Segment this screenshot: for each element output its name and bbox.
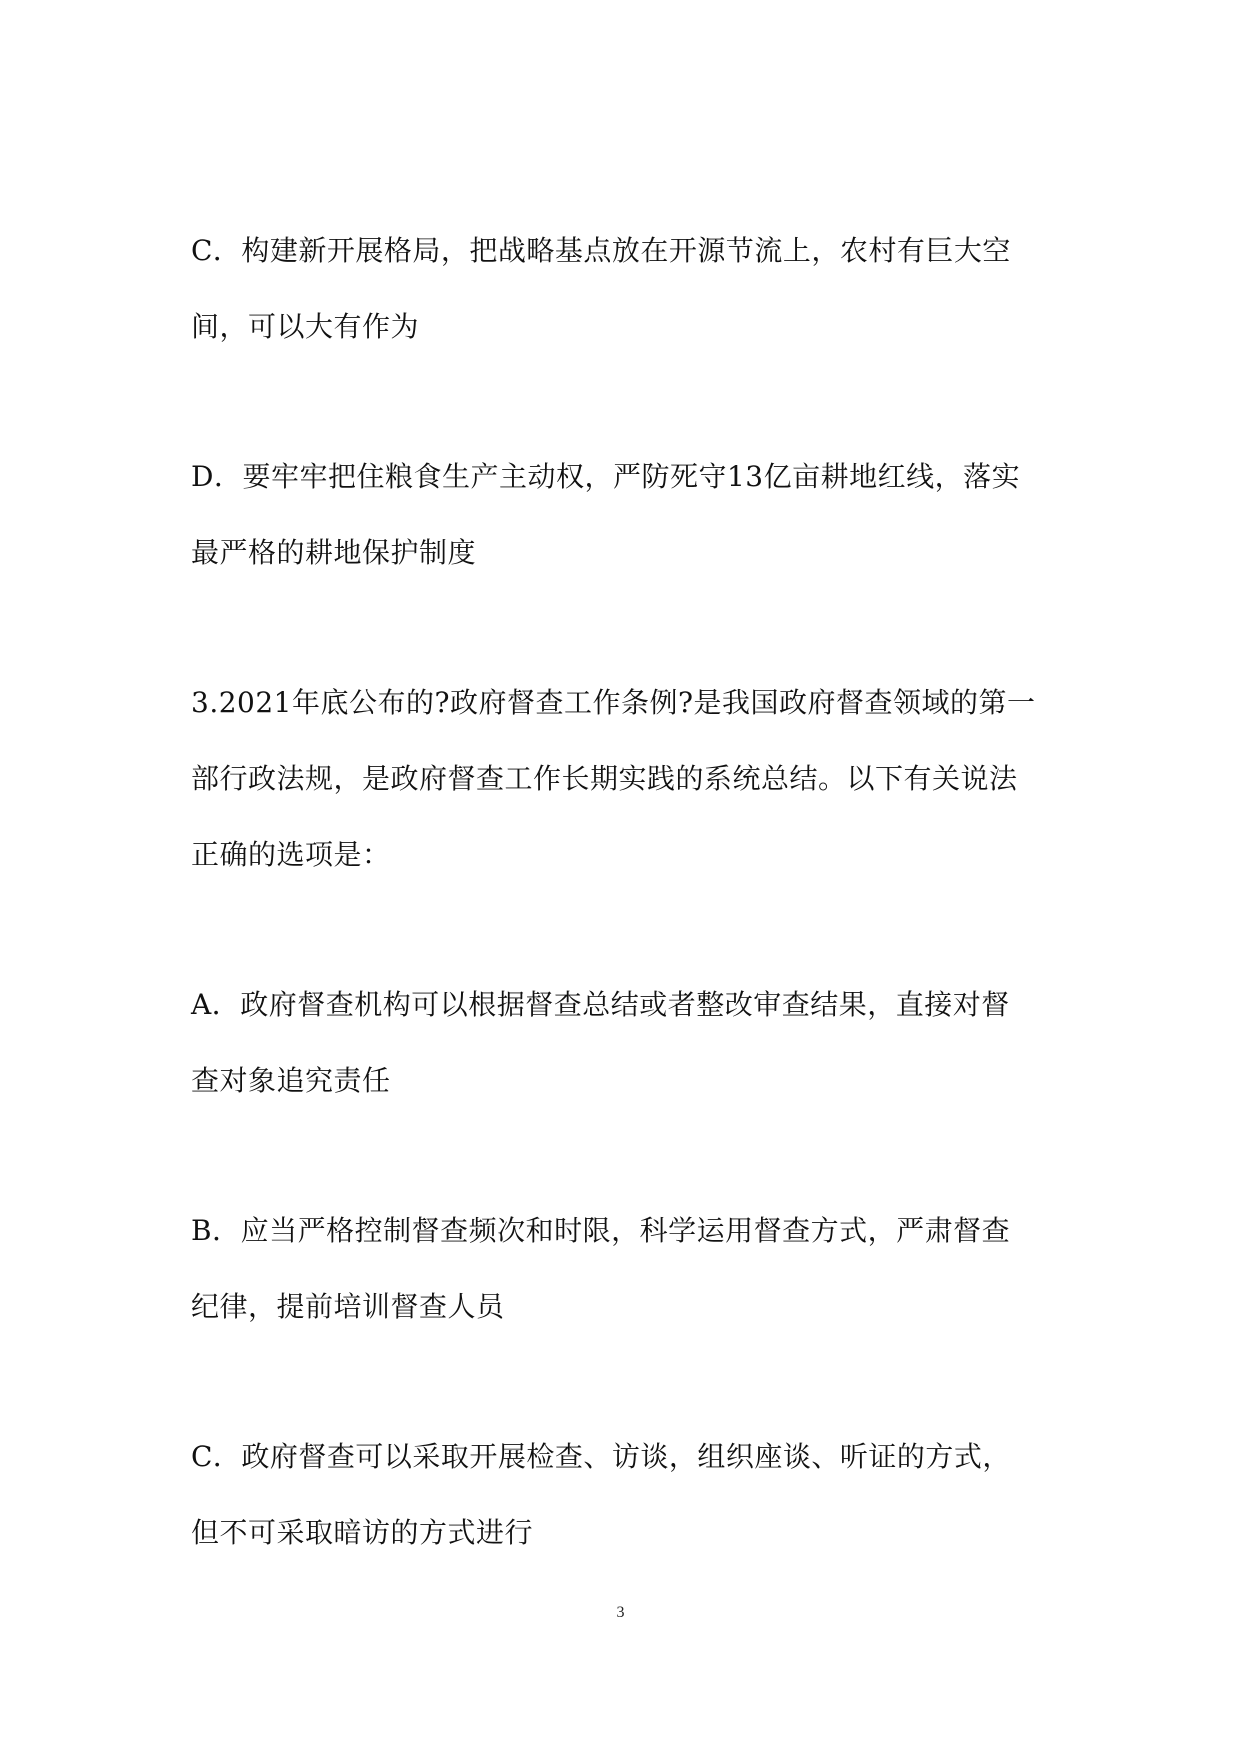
text-line: B．应当严格控制督查频次和时限，科学运用督查方式，严肃督查 xyxy=(191,1214,1011,1247)
text-line: 纪律，提前培训督查人员 xyxy=(191,1290,505,1323)
text-line: D．要牢牢把住粮食生产主动权，严防死守13亿亩耕地红线，落实 xyxy=(191,460,1021,493)
text-line: C．政府督查可以采取开展检查、访谈，组织座谈、听证的方式， xyxy=(191,1440,1011,1473)
text-line: 间，可以大有作为 xyxy=(191,310,420,343)
text-line: 查对象追究责任 xyxy=(191,1064,391,1097)
text-line: C．构建新开展格局，把战略基点放在开源节流上，农村有巨大空 xyxy=(191,234,1011,267)
option-c-paragraph xyxy=(191,213,1041,365)
page-number: 3 xyxy=(616,1604,625,1621)
text-line: 但不可采取暗访的方式进行 xyxy=(191,1516,534,1549)
question-3-option-a xyxy=(191,967,1041,1119)
option-d-paragraph xyxy=(191,439,1041,591)
text-line: 部行政法规，是政府督查工作长期实践的系统总结。以下有关说法 xyxy=(191,762,1018,795)
text-line: 正确的选项是： xyxy=(191,838,391,871)
question-3-option-b xyxy=(191,1193,1041,1345)
question-3-option-c xyxy=(191,1419,1041,1571)
text-line: 3.2021年底公布的?政府督查工作条例?是我国政府督查领域的第一 xyxy=(191,686,1036,719)
question-3-stem xyxy=(191,665,1041,893)
text-line: 最严格的耕地保护制度 xyxy=(191,536,477,569)
text-line: A．政府督查机构可以根据督查总结或者整改审查结果，直接对督 xyxy=(191,988,1010,1021)
